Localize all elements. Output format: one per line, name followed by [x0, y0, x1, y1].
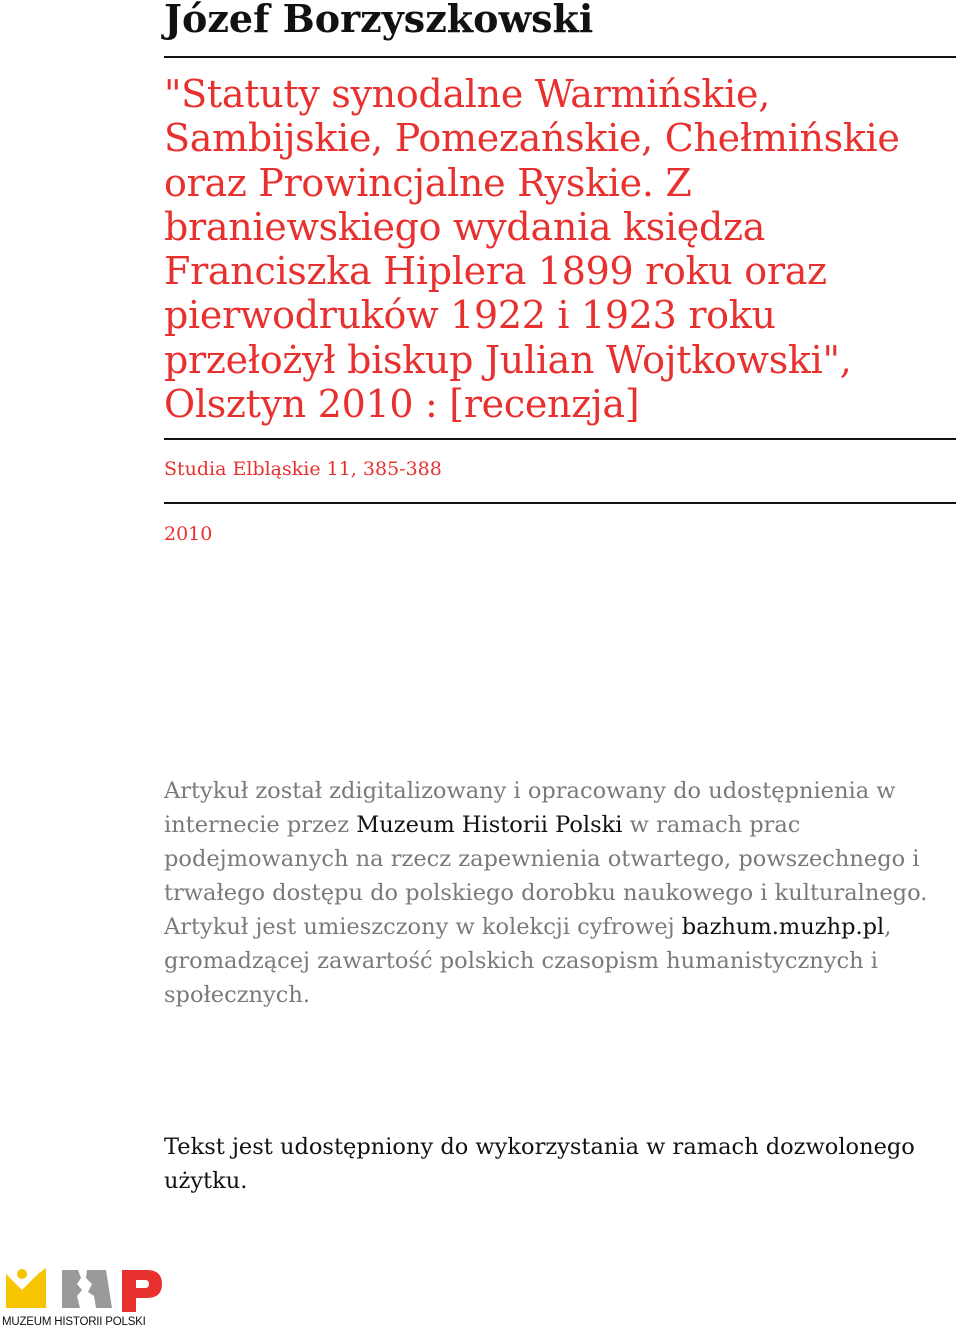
article-title: "Statuty synodalne Warmińskie, Sambijskie, Pomezańskie, Chełmińskie oraz Prowincjalne Ryskie. Z braniewskiego wydania księdza Franciszka Hiplera 1899 roku oraz pierwodruków 1922 i 1923 roku przełożył biskup Julian Wojtkowski", Olsztyn 2010 : [recenzja] [164, 72, 900, 427]
note-text-3: , gromadzącej zawartość polskich czasopism humanistycznych i społecznych. [164, 914, 892, 1008]
logo-p-shape [122, 1270, 162, 1312]
digitization-note [164, 774, 954, 1012]
note-text-2: w ramach prac podejmowanych na rzecz zapewnienia otwartego, powszechnego i trwałego dostępu do polskiego dorobku naukowego i kulturalnego. Artykuł jest umieszczony w kolekcji cyfrowej [164, 812, 928, 940]
source-citation: Studia Elbląskie 11, 385-388 [164, 458, 442, 480]
divider-top [164, 56, 956, 58]
license-note: Tekst jest udostępniony do wykorzystania w ramach dozwolonego użytku. [164, 1134, 915, 1194]
divider-source [164, 502, 956, 504]
publication-year: 2010 [164, 523, 213, 545]
logo-h-shape-2 [86, 1270, 112, 1308]
collection-site: bazhum.muzhp.pl [681, 914, 885, 940]
logo-h-shape [62, 1270, 82, 1308]
museum-logo-mark [2, 1264, 167, 1316]
author-name: Józef Borzyszkowski [164, 0, 594, 41]
museum-name: Muzeum Historii Polski [356, 812, 623, 838]
divider-title [164, 438, 956, 440]
logo-dot [17, 1269, 27, 1279]
logo-text: MUZEUM HISTORII POLSKI [2, 1316, 146, 1328]
museum-logo [2, 1264, 167, 1330]
note-text-1: Artykuł został zdigitalizowany i opracowany do udostępnienia w internecie przez [164, 778, 896, 838]
